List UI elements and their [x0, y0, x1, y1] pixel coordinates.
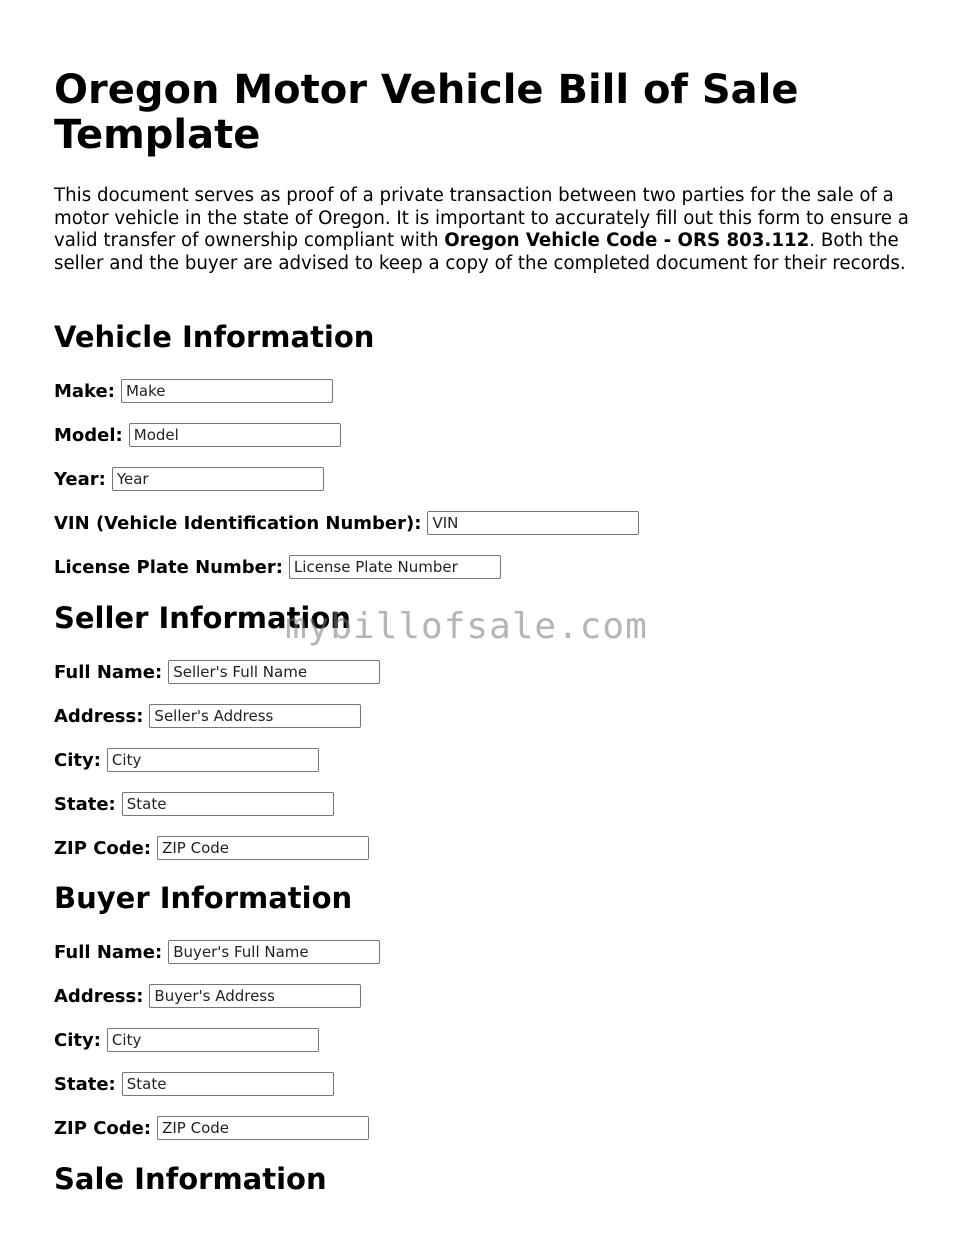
license-plate-field-row	[54, 554, 501, 580]
buyer-full-name-input[interactable]	[168, 940, 380, 964]
year-field-row	[54, 466, 324, 492]
buyer-full-name-label: Full Name:	[54, 941, 163, 963]
seller-full-name-label: Full Name:	[54, 661, 163, 683]
license-plate-label: License Plate Number:	[54, 556, 283, 578]
seller-full-name-input[interactable]	[168, 660, 380, 684]
buyer-zip-label: ZIP Code:	[54, 1117, 152, 1139]
intro-text-start: This document serves as proof of a private transaction between two parties for the sale of a motor vehicle in the state of Oregon. It is important to accurately fill out this form to ensure a valid transfer of ownership compliant with	[54, 185, 909, 252]
buyer-address-input[interactable]	[149, 984, 361, 1008]
seller-zip-label: ZIP Code:	[54, 837, 152, 859]
vehicle-section-heading: Vehicle Information	[54, 320, 375, 354]
buyer-state-label: State:	[54, 1073, 116, 1095]
model-field-row	[54, 422, 341, 448]
buyer-city-label: City:	[54, 1029, 101, 1051]
vin-field-row	[54, 510, 639, 536]
seller-address-input[interactable]	[149, 704, 361, 728]
seller-state-input[interactable]	[122, 792, 334, 816]
seller-full-name-row	[54, 659, 380, 685]
license-plate-input[interactable]	[289, 555, 501, 579]
intro-paragraph	[54, 185, 919, 275]
seller-zip-row	[54, 835, 369, 861]
year-input[interactable]	[112, 467, 324, 491]
buyer-full-name-row	[54, 939, 380, 965]
buyer-state-row	[54, 1071, 334, 1097]
buyer-address-label: Address:	[54, 985, 144, 1007]
model-label: Model:	[54, 424, 123, 446]
seller-address-row	[54, 703, 361, 729]
make-input[interactable]	[121, 379, 333, 403]
page-title: Oregon Motor Vehicle Bill of Sale Template	[54, 67, 799, 158]
make-field-row	[54, 378, 333, 404]
vin-input[interactable]	[427, 511, 639, 535]
buyer-zip-row	[54, 1115, 369, 1141]
buyer-zip-input[interactable]	[157, 1116, 369, 1140]
seller-state-label: State:	[54, 793, 116, 815]
buyer-city-input[interactable]	[107, 1028, 319, 1052]
model-input[interactable]	[129, 423, 341, 447]
seller-city-label: City:	[54, 749, 101, 771]
intro-text-end: . Both the seller and the buyer are advised to keep a copy of the completed document for their records.	[54, 230, 906, 274]
seller-section-heading: Seller Information	[54, 601, 351, 635]
seller-address-label: Address:	[54, 705, 144, 727]
year-label: Year:	[54, 468, 106, 490]
buyer-address-row	[54, 983, 361, 1009]
vin-label: VIN (Vehicle Identification Number):	[54, 512, 422, 534]
sale-section-heading: Sale Information	[54, 1162, 327, 1196]
seller-city-row	[54, 747, 319, 773]
buyer-section-heading: Buyer Information	[54, 881, 353, 915]
seller-zip-input[interactable]	[157, 836, 369, 860]
intro-statute-reference: Oregon Vehicle Code - ORS 803.112	[444, 230, 810, 252]
buyer-state-input[interactable]	[122, 1072, 334, 1096]
buyer-city-row	[54, 1027, 319, 1053]
make-label: Make:	[54, 380, 115, 402]
seller-state-row	[54, 791, 334, 817]
seller-city-input[interactable]	[107, 748, 319, 772]
watermark: mybillofsale.com	[285, 606, 648, 647]
